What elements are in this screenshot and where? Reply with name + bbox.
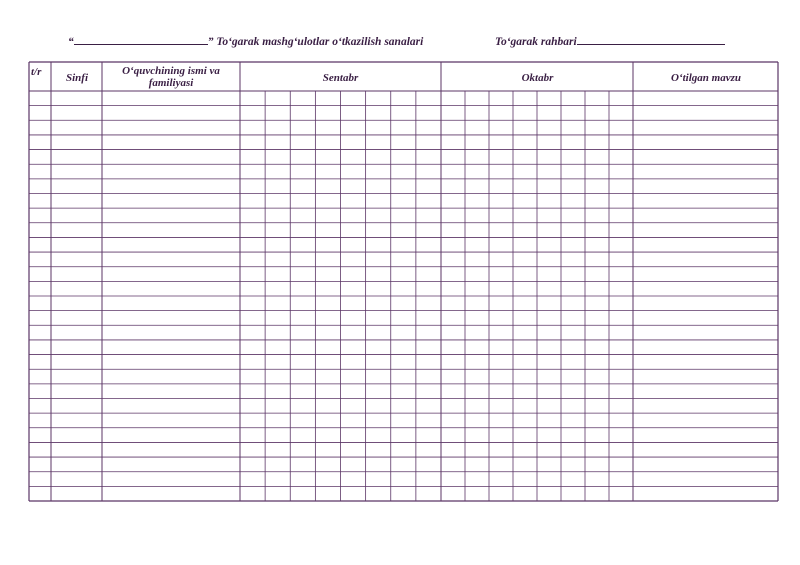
leader-label: To‘garak rahbari <box>495 36 577 48</box>
close-quote: ” <box>207 36 214 48</box>
page-title: To‘garak mashg‘ulotlar o‘tkazilish sanalari <box>216 36 424 48</box>
col-header-class: Sinfi <box>65 72 88 84</box>
col-header-topic: O‘tilgan mavzu <box>671 72 741 84</box>
col-header-month1: Sentabr <box>322 72 359 84</box>
col-header-student-name: O‘quvchining ismi va familiyasi <box>122 65 220 89</box>
col-header-month2: Oktabr <box>521 72 554 84</box>
col-header-number: t/r <box>31 66 42 78</box>
open-quote: “ <box>68 36 74 48</box>
